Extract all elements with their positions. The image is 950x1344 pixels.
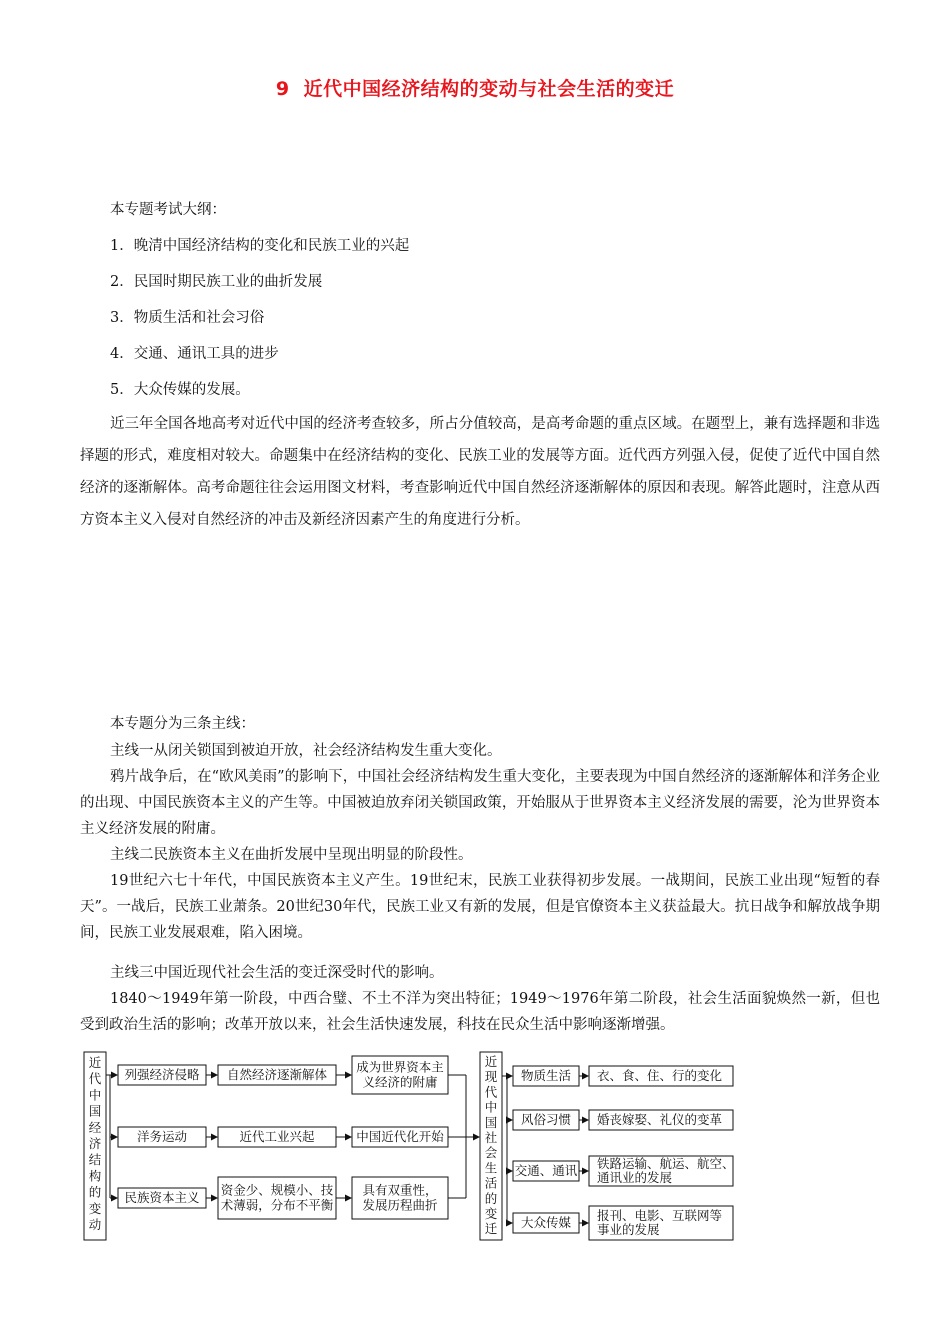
row-1-text-3-line-1: 成为世界资本主 <box>356 1059 444 1075</box>
left-title-char: 变 <box>88 1200 102 1216</box>
aspect-name-1-line-1: 物质生活 <box>520 1068 572 1083</box>
left-title-char: 中 <box>88 1087 102 1103</box>
aspect-detail-4-line-2: 事业的发展 <box>597 1222 660 1237</box>
row-2-text-2-line-1: 近代工业兴起 <box>239 1129 315 1144</box>
row-1-text-2-line-1: 自然经济逐渐解体 <box>226 1067 328 1082</box>
mainline-2-title: 主线二民族资本主义在曲折发展中呈现出明显的阶段性。 <box>110 847 473 863</box>
right-title-char: 活 <box>484 1175 498 1191</box>
row-3-text-3-line-1: 具有双重性， <box>362 1182 438 1198</box>
left-title-char: 近 <box>88 1055 102 1070</box>
page-title <box>0 74 950 101</box>
aspect-detail-2-line-1: 婚丧嫁娶、礼仪的变革 <box>597 1112 723 1127</box>
left-title-char: 济 <box>88 1136 102 1151</box>
row-3-text-3-line-2: 发展历程曲折 <box>362 1197 438 1213</box>
left-title-char: 国 <box>88 1103 102 1119</box>
knowledge-structure-diagram <box>0 1040 950 1250</box>
aspect-name-3-line-1: 交通、通讯 <box>514 1163 578 1178</box>
right-title-char: 近 <box>484 1054 498 1069</box>
left-title-char: 结 <box>88 1152 102 1168</box>
row-1-text-3-line-2: 义经济的附庸 <box>362 1074 438 1090</box>
right-title-char: 迁 <box>484 1221 498 1237</box>
right-title-char: 的 <box>484 1190 498 1206</box>
mainlines-intro: 本专题分为三条主线： <box>110 716 255 732</box>
section-title: 近代中国经济结构的变动与社会生活的变迁 <box>303 78 675 100</box>
row-3-text-2-line-2: 术薄弱，分布不平衡 <box>220 1197 334 1213</box>
right-title-char: 中 <box>484 1099 498 1115</box>
left-title-char: 经 <box>88 1119 102 1135</box>
mainline-2-text: 19世纪六七十年代，中国民族资本主义产生。19世纪末，民族工业获得初步发展。一战期间，民族工业出现“短暂的春天”。一战后，民族工业萧条。20世纪30年代，民族工业又有新的发展，但是官僚资本主义获益最大。抗日战争和解放战争期间，民族工业发展艰难，陷入困境。 <box>80 873 880 941</box>
outline-item-2: 2．民国时期民族工业的曲折发展 <box>110 274 323 290</box>
left-title-char: 构 <box>88 1168 102 1184</box>
mainline-1-title: 主线一从闭关锁国到被迫开放，社会经济结构发生重大变化。 <box>110 743 502 759</box>
right-title-char: 现 <box>484 1069 498 1085</box>
right-title-char: 会 <box>484 1145 498 1161</box>
exam-analysis-paragraph: 近三年全国各地高考对近代中国的经济考查较多，所占分值较高，是高考命题的重点区域。在题型上，兼有选择题和非选择题的形式，难度相对较大。命题集中在经济结构的变化、民族工业的发展等方面。近代西方列强入侵，促使了近代中国自然经济的逐渐解体。高考命题往往会运用图文材料，考查影响近代中国自然经济逐渐解体的原因和表现。解答此题时，注意从西方资本主义入侵对自然经济的冲击及新经济因素产生的角度进行分析。 <box>80 416 880 528</box>
row-1-text-1-line-1: 列强经济侵略 <box>124 1067 200 1082</box>
aspect-name-2-line-1: 风俗习惯 <box>520 1112 572 1127</box>
outline-item-3: 3．物质生活和社会习俗 <box>110 310 265 326</box>
aspect-name-4-line-1: 大众传媒 <box>520 1215 572 1230</box>
left-title-char: 代 <box>88 1071 102 1087</box>
left-title-char: 的 <box>88 1184 102 1200</box>
outline-item-4: 4．交通、通讯工具的进步 <box>110 346 279 362</box>
row-3-text-2-line-1: 资金少、规模小、技 <box>220 1182 334 1198</box>
row-2-text-1-line-1: 洋务运动 <box>136 1129 188 1144</box>
row-2-text-3-line-1: 中国近代化开始 <box>356 1129 444 1144</box>
right-title-char: 国 <box>484 1114 498 1130</box>
aspect-detail-1-line-1: 衣、食、住、行的变化 <box>597 1068 723 1083</box>
mainline-1-text: 鸦片战争后，在“欧风美雨”的影响下，中国社会经济结构发生重大变化，主要表现为中国自然经济的逐渐解体和洋务企业的出现、中国民族资本主义的产生等。中国被迫放弃闭关锁国政策，开始服从于世界资本主义经济发展的需要，沦为世界资本主义经济发展的附庸。 <box>80 769 880 837</box>
right-title-char: 生 <box>484 1160 498 1176</box>
aspect-detail-3-line-1: 铁路运输、航运、航空、 <box>597 1156 735 1171</box>
outline-item-1: 1．晚清中国经济结构的变化和民族工业的兴起 <box>110 238 410 254</box>
left-title-char: 动 <box>88 1217 102 1232</box>
section-number: 9 <box>275 78 290 100</box>
right-title-char: 变 <box>484 1206 498 1221</box>
mainline-3-text: 1840～1949年第一阶段，中西合璧、不土不洋为突出特征；1949～1976年第二阶段，社会生活面貌焕然一新，但也受到政治生活的影响；改革开放以来，社会生活快速发展，科技在民众生活中影响逐渐增强。 <box>80 991 880 1033</box>
mainline-3-title: 主线三中国近现代社会生活的变迁深受时代的影响。 <box>110 965 444 981</box>
right-title-char: 代 <box>484 1084 498 1100</box>
aspect-detail-3-line-2: 通讯业的发展 <box>597 1170 673 1185</box>
outline-intro: 本专题考试大纲： <box>110 202 226 218</box>
outline-item-5: 5．大众传媒的发展。 <box>110 382 250 398</box>
aspect-detail-4-line-1: 报刊、电影、互联网等 <box>597 1208 723 1223</box>
right-title-char: 社 <box>484 1130 498 1145</box>
row-3-text-1-line-1: 民族资本主义 <box>124 1190 200 1205</box>
